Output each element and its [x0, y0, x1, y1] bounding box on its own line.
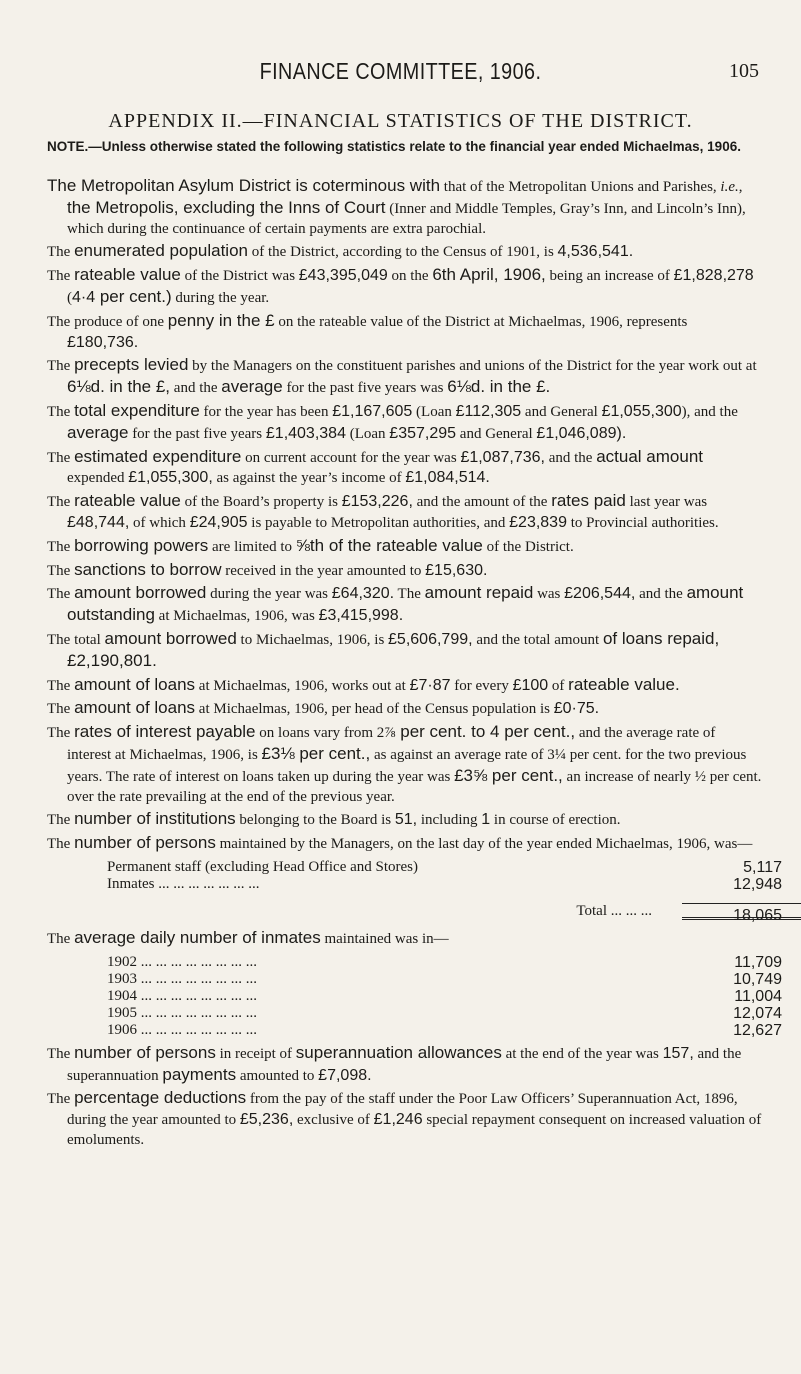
text: The	[47, 725, 75, 742]
text: The	[47, 586, 75, 603]
value: 51,	[394, 811, 418, 829]
paragraph-percentage-deductions	[47, 1088, 762, 1150]
text: 2⅞	[376, 725, 396, 742]
paragraph-loans-per-head	[47, 698, 762, 720]
text: and the total amount	[472, 631, 603, 648]
value: £64,320.	[331, 585, 395, 603]
table-row	[107, 954, 801, 971]
text: on the rateable value of the District at Michaelmas, 1906, represents	[274, 313, 688, 330]
emph: £3⅛ per cent.,	[261, 743, 371, 763]
text: as against an average rate of 3¼ per cent. for the two previous years. The rate of interest on loans taken up during the year was	[67, 746, 747, 785]
emph: actual amount	[596, 446, 703, 466]
text: of the District, according to the Census of 1901, is	[248, 244, 558, 261]
text: in receipt of	[215, 1045, 296, 1062]
emph: average	[67, 422, 129, 442]
text: of	[548, 677, 569, 694]
emph: amount of loans	[74, 674, 196, 694]
text: exclusive of	[293, 1112, 374, 1129]
text: The	[47, 562, 75, 579]
text: The	[47, 1091, 75, 1108]
paragraph-precepts	[47, 355, 762, 399]
text: The	[47, 403, 75, 420]
row-year: 1903 ... ... ... ... ... ... ... ...	[107, 970, 257, 987]
emph: rates of interest payable	[74, 722, 256, 742]
text: The	[47, 358, 75, 375]
emph: enumerated population	[74, 241, 248, 261]
text: The	[47, 701, 75, 718]
text: maintained by the Managers, on the last day of the year ended Michaelmas, 1906, was—	[215, 836, 753, 853]
text: amounted to	[236, 1067, 319, 1084]
value: £1,055,300,	[128, 469, 213, 487]
text: The	[47, 677, 75, 694]
text: The	[47, 244, 75, 261]
text: of the District.	[482, 538, 574, 555]
text: of the Board’s property is	[180, 494, 342, 511]
text: The	[47, 836, 75, 853]
row-value: 11,004	[734, 987, 782, 1005]
text: at Michaelmas, 1906, was	[154, 608, 319, 625]
value: £0·75.	[553, 700, 600, 718]
text: including	[417, 812, 482, 829]
emph: ⅝th of the rateable value	[295, 535, 483, 555]
value: £1,167,605	[332, 402, 413, 420]
table-row	[107, 1022, 801, 1039]
total-label: Total ... ... ...	[576, 902, 652, 919]
emph: estimated expenditure	[74, 446, 242, 466]
text: and the amount of the	[412, 494, 552, 511]
value: £112,305	[455, 402, 522, 420]
emph: penny in the £	[167, 310, 275, 330]
page-number: 105	[729, 60, 759, 82]
value: £1,087,736,	[460, 448, 545, 466]
row-value: 11,709	[734, 953, 782, 971]
paragraph-board-property	[47, 491, 762, 534]
row-value: 12,627	[733, 1021, 782, 1039]
value: £3,415,998.	[318, 607, 404, 625]
text: ), and the	[681, 403, 738, 420]
value: £7·87	[409, 676, 451, 694]
value: £7,098.	[318, 1066, 372, 1084]
value: £1,084,514.	[405, 469, 490, 487]
text: was	[533, 586, 565, 603]
text: maintained was in—	[320, 930, 449, 947]
value: £23,839	[509, 513, 567, 531]
text: (Inner and Middle Temples, Gray’s Inn, and Lincoln’s Inn), which during the continuance of certain payments are extra parochial.	[67, 200, 746, 237]
note: NOTE.—Unless otherwise stated the following statistics relate to the financial year ended Michaelmas, 1906.	[47, 139, 741, 154]
paragraph-total-borrowed	[47, 629, 762, 673]
emph: average daily number of inmates	[74, 927, 321, 947]
emph: amount outstanding	[67, 583, 744, 625]
emph: amount repaid	[424, 583, 534, 603]
text: and the	[635, 586, 687, 603]
text: and the average rate of interest at Michaelmas, 1906, is	[67, 725, 716, 763]
value: £1,828,278	[673, 267, 754, 285]
text: for the past five years	[128, 425, 266, 442]
text: to Michaelmas, 1906, is	[236, 631, 389, 648]
emph: of loans repaid, £2,190,801.	[67, 628, 720, 670]
text: The	[394, 586, 425, 603]
emph: precepts levied	[74, 355, 189, 375]
text: The	[47, 494, 75, 511]
text: The	[47, 1045, 75, 1062]
paragraph-persons-maintained	[47, 833, 762, 855]
inmates-table	[67, 954, 801, 1039]
table-row	[107, 1005, 801, 1022]
row-year: 1902 ... ... ... ... ... ... ... ...	[107, 953, 257, 970]
text: on loans vary from	[255, 725, 377, 742]
value: £153,226,	[341, 493, 413, 511]
running-header	[0, 58, 801, 88]
text: of the District was	[180, 268, 299, 285]
value: £15,630.	[425, 561, 488, 579]
appendix-title: APPENDIX II.—FINANCIAL STATISTICS OF THE DISTRICT.	[108, 110, 693, 132]
text: The	[47, 538, 75, 555]
text: The	[47, 812, 75, 829]
text: last year was	[625, 494, 708, 511]
text: of which	[129, 514, 190, 531]
statistics-body	[47, 176, 782, 1153]
value: £48,744,	[67, 513, 130, 531]
total-value: 18,065	[682, 903, 801, 920]
text: i.e.	[720, 179, 739, 195]
text: The	[47, 930, 75, 947]
emph: 6⅛d. in the £.	[447, 377, 551, 397]
value: 4,536,541.	[557, 243, 634, 261]
text: as against the year’s income of	[212, 470, 406, 487]
text: and the	[170, 380, 222, 397]
text: for the past five years was	[282, 380, 448, 397]
emph: percentage deductions	[74, 1088, 247, 1108]
persons-table	[67, 858, 801, 924]
text: special repayment consequent on increased valuation of emoluments.	[67, 1112, 762, 1148]
text: The total	[47, 631, 105, 648]
emph: superannuation allowances	[295, 1042, 502, 1062]
paragraph-total-expenditure	[47, 401, 762, 445]
text: and General	[521, 403, 602, 420]
emph: amount borrowed	[74, 583, 207, 603]
text: The produce of one	[47, 313, 168, 330]
text: at Michaelmas, 1906, works out at	[195, 677, 410, 694]
paragraph-population	[47, 241, 762, 263]
paragraph-borrowing-powers	[47, 536, 762, 558]
text: on current account for the year was	[241, 449, 461, 466]
table-row	[107, 988, 801, 1005]
emph: the Metropolis, excluding the Inns of Court	[67, 197, 386, 217]
row-year: 1906 ... ... ... ... ... ... ... ...	[107, 1021, 257, 1038]
emph: £3⅝ per cent.,	[454, 765, 563, 785]
text: The	[47, 268, 75, 285]
row-value: 12,074	[733, 1004, 782, 1022]
emph: amount borrowed	[104, 628, 237, 648]
paragraph-penny	[47, 311, 762, 354]
text: in course of erection.	[490, 812, 621, 829]
emph: average	[221, 377, 283, 397]
table-row	[107, 859, 801, 876]
text: during the year was	[206, 586, 332, 603]
emph: payments	[162, 1064, 237, 1084]
text: for the year has been	[199, 403, 333, 420]
value: £5,606,799,	[388, 630, 473, 648]
total-row	[107, 902, 801, 924]
text: (Loan	[412, 403, 456, 420]
emph: rateable value	[74, 491, 181, 511]
emph: borrowing powers	[74, 535, 209, 555]
emph: 6th April, 1906,	[432, 265, 546, 285]
row-value: 10,749	[733, 970, 782, 988]
text: received in the year amounted to	[221, 562, 426, 579]
emph: amount of loans	[74, 698, 196, 718]
row-year: 1905 ... ... ... ... ... ... ... ...	[107, 1004, 257, 1021]
value: 4·4	[72, 288, 96, 306]
text: expended	[67, 470, 129, 487]
table-row	[107, 971, 801, 988]
emph: The Metropolitan Asylum District is coterminous with	[47, 176, 441, 195]
emph: per cent.)	[95, 286, 172, 306]
row-label: Permanent staff (excluding Head Office and Stores)	[107, 858, 419, 875]
emph: total expenditure	[74, 400, 200, 420]
value: 157,	[662, 1044, 694, 1062]
paragraph-sanctions	[47, 560, 762, 582]
value: £180,736.	[67, 333, 139, 351]
text: for every	[450, 677, 513, 694]
text: are limited to	[208, 538, 296, 555]
value: £43,395,049	[298, 267, 388, 285]
value: £1,403,384	[265, 424, 346, 442]
paragraph-average-inmates	[47, 928, 762, 950]
value: £1,055,300	[601, 402, 682, 420]
emph: rateable value.	[568, 674, 680, 694]
value: £357,295	[389, 424, 457, 442]
row-value: 5,117	[743, 858, 782, 876]
paragraph-institutions	[47, 809, 762, 831]
emph: number of institutions	[74, 809, 236, 829]
emph: rates paid	[551, 491, 626, 511]
text: belonging to the Board is	[235, 812, 395, 829]
text: and the	[544, 449, 597, 466]
text: on the	[387, 268, 433, 285]
paragraph-amount-borrowed	[47, 583, 762, 627]
text: being an increase of	[545, 268, 674, 285]
value: £1,246	[373, 1111, 423, 1129]
text: is payable to Metropolitan authorities, and	[247, 514, 510, 531]
row-label: Inmates ... ... ... ... ... ... ...	[107, 875, 260, 892]
value: £100	[512, 676, 549, 694]
running-title: FINANCE COMMITTEE, 1906.	[259, 58, 542, 84]
paragraph-district	[47, 176, 762, 239]
value: £1,046,089).	[536, 424, 627, 442]
text: at Michaelmas, 1906, per head of the Census population is	[195, 701, 554, 718]
paragraph-interest-rates	[47, 722, 762, 807]
value: £206,544,	[564, 585, 636, 603]
value: 1	[481, 811, 491, 829]
paragraph-estimated-expenditure	[47, 447, 762, 490]
table-row	[107, 876, 801, 893]
text: The	[47, 449, 75, 466]
emph: sanctions to borrow	[74, 559, 222, 579]
text: and General	[456, 425, 537, 442]
paragraph-superannuation	[47, 1043, 762, 1087]
text: by the Managers on the constituent parishes and unions of the District for the year work out at	[188, 358, 757, 375]
text: that of the Metropolitan Unions and Parishes,	[440, 179, 721, 195]
emph: number of persons	[74, 833, 216, 853]
paragraph-rateable-value	[47, 265, 762, 309]
text: at the end of the year was	[501, 1045, 663, 1062]
text: (	[67, 289, 72, 306]
emph: rateable value	[74, 265, 181, 285]
text: ,	[738, 179, 743, 195]
text: (Loan	[345, 425, 390, 442]
text: during the year.	[171, 289, 270, 306]
emph: number of persons	[74, 1042, 216, 1062]
row-value: 12,948	[733, 875, 782, 893]
row-year: 1904 ... ... ... ... ... ... ... ...	[107, 987, 257, 1004]
paragraph-loans-per-100	[47, 675, 762, 697]
emph: 6⅛d. in the £,	[67, 377, 171, 397]
emph: per cent. to 4 per cent.,	[395, 722, 576, 742]
text: and the superannuation	[67, 1045, 742, 1084]
value: £24,905	[189, 513, 248, 531]
text: to Provincial authorities.	[566, 514, 719, 531]
text: from the pay of the staff under the Poor Law Officers’ Superannuation Act, 1896, during the year amounted to	[67, 1091, 738, 1129]
text: an increase of nearly ½ per cent. over the rate prevailing at the end of the previous year.	[67, 768, 762, 805]
value: £5,236,	[239, 1111, 294, 1129]
